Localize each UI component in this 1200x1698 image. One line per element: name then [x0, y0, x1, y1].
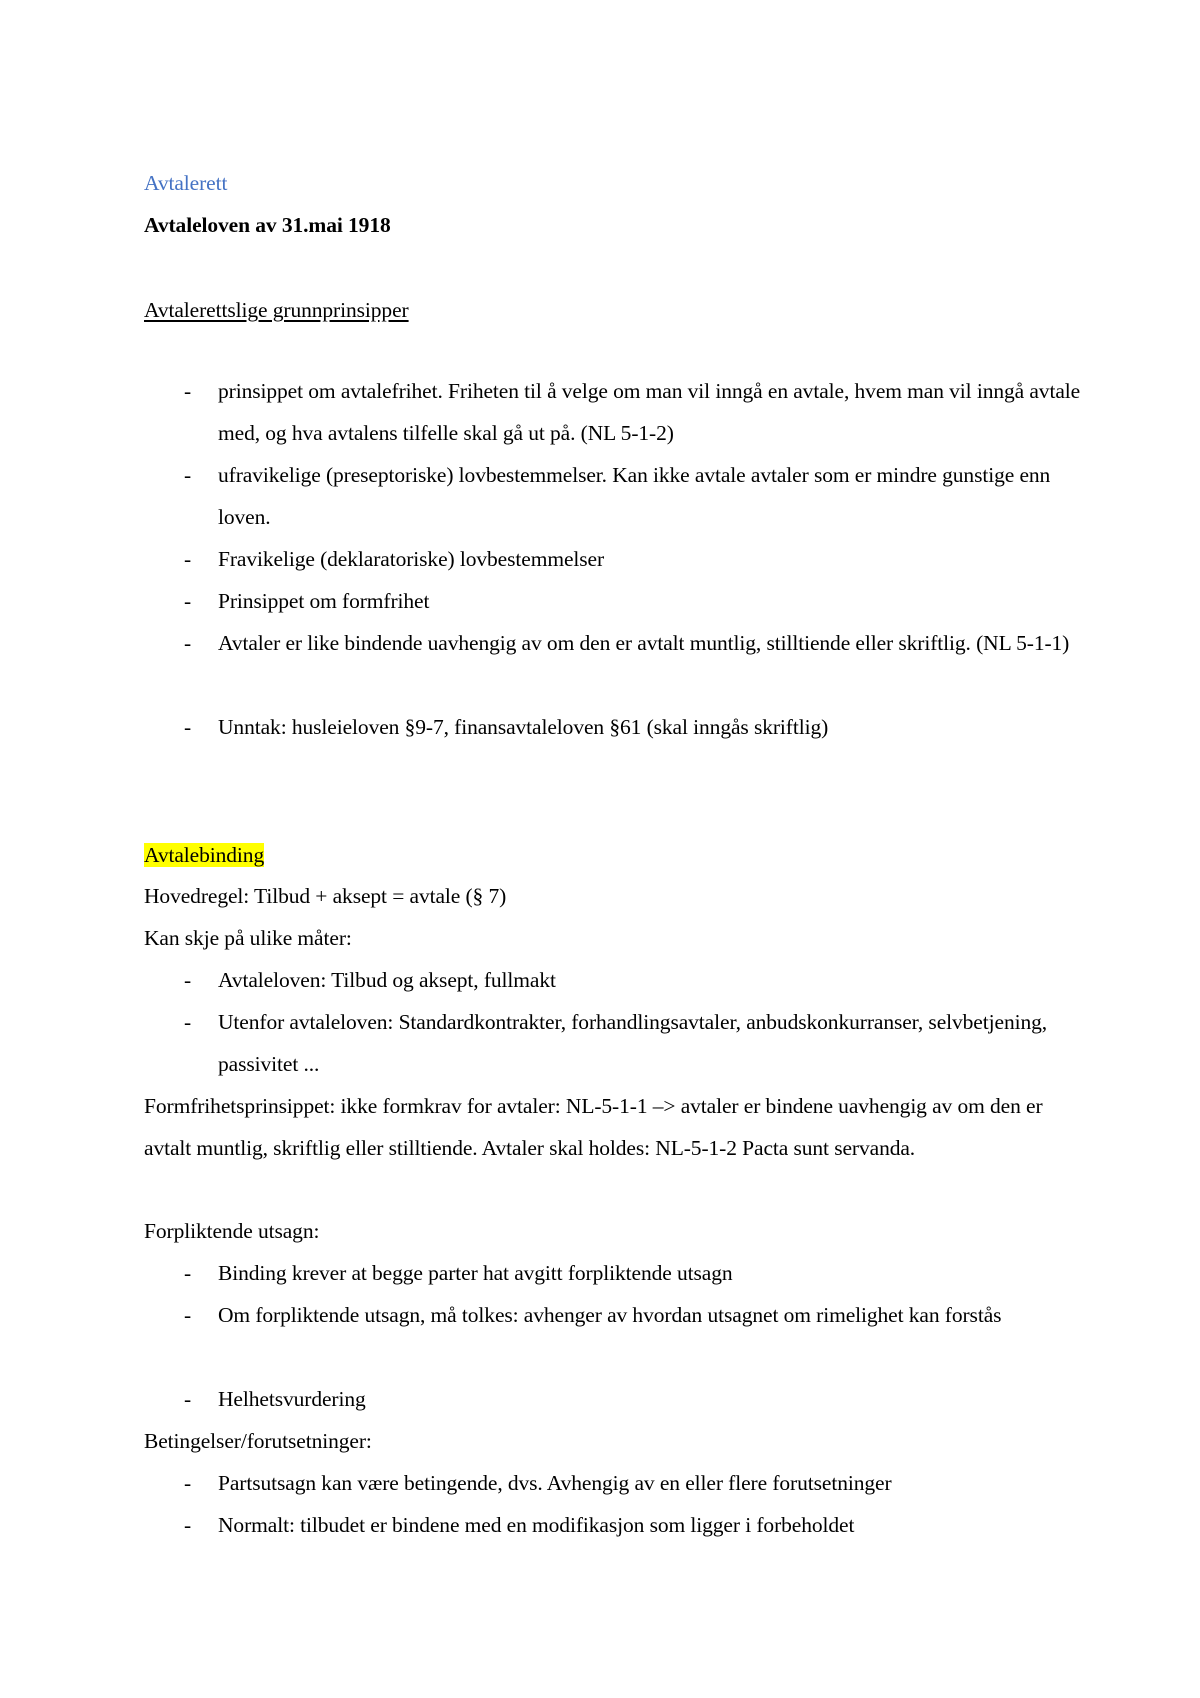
bullet-dash: -: [184, 379, 192, 403]
bullet-dash: -: [184, 968, 192, 992]
bullet-dash: -: [184, 463, 192, 487]
bullet-dash: -: [184, 1471, 192, 1495]
bullet-dash: -: [184, 1261, 192, 1285]
highlighted-heading: Avtalebinding: [144, 843, 265, 867]
bullet-dash: -: [184, 1387, 192, 1411]
list-item-text: Avtaler er like bindende uavhengig av om den er avtalt muntlig, stilltiende eller skriftlig. (NL 5-1-1): [218, 631, 1070, 655]
list-item-text: Unntak: husleieloven §9-7, finansavtaleloven §61 (skal inngås skriftlig): [218, 715, 829, 739]
bullet-dash: -: [184, 1010, 192, 1034]
document-subtitle: Avtaleloven av 31.mai 1918: [144, 213, 391, 237]
list-item-text: Prinsippet om formfrihet: [218, 589, 430, 613]
section-heading-grunnprinsipper: Avtalerettslige grunnprinsipper: [144, 298, 409, 322]
list-item-text: prinsippet om avtalefrihet. Friheten til å velge om man vil inngå en avtale, hvem man vil inngå avtale med, og hva avtalens tilfelle skal gå ut på. (NL 5-1-2): [218, 379, 1081, 445]
list-item-text: Partsutsagn kan være betingende, dvs. Avhengig av en eller flere forutsetninger: [218, 1471, 892, 1495]
list-item-text: Utenfor avtaleloven: Standardkontrakter, forhandlingsavtaler, anbudskonkurranser, selvbetjening, passivitet ...: [218, 1010, 1048, 1076]
document-title: Avtalerett: [144, 171, 228, 195]
bullet-dash: -: [184, 715, 192, 739]
bullet-dash: -: [184, 547, 192, 571]
bullet-dash: -: [184, 1303, 192, 1327]
bullet-dash: -: [184, 1513, 192, 1537]
section-heading-avtalebinding: [144, 840, 264, 870]
bullet-dash: -: [184, 589, 192, 613]
list-item-text: Binding krever at begge parter hat avgitt forpliktende utsagn: [218, 1261, 733, 1285]
list-item-text: Om forpliktende utsagn, må tolkes: avhenger av hvordan utsagnet om rimelighet kan forstås: [218, 1303, 1002, 1327]
list-item-text: Fravikelige (deklaratoriske) lovbestemmelser: [218, 547, 605, 571]
form-freedom-text: Formfrihetsprinsippet: ikke formkrav for avtaler: NL-5-1-1 –> avtaler er bindene uavhengig av om den er avtalt muntlig, skriftlig eller stilltiende. Avtaler skal holdes: NL-5-1-2 Pacta sunt servanda.: [144, 1094, 1043, 1160]
binding-intro-text: Forpliktende utsagn:: [144, 1219, 320, 1243]
main-rule-text: Hovedregel: Tilbud + aksept = avtale (§ 7): [144, 884, 507, 908]
ways-intro-text: Kan skje på ulike måter:: [144, 926, 352, 950]
list-item-text: Helhetsvurdering: [218, 1387, 366, 1411]
bullet-dash: -: [184, 631, 192, 655]
list-item-text: Normalt: tilbudet er bindene med en modifikasjon som ligger i forbeholdet: [218, 1513, 855, 1537]
list-item-text: ufravikelige (preseptoriske) lovbestemmelser. Kan ikke avtale avtaler som er mindre gunstige enn loven.: [218, 463, 1051, 529]
conditions-intro-text: Betingelser/forutsetninger:: [144, 1429, 372, 1453]
list-item-text: Avtaleloven: Tilbud og aksept, fullmakt: [218, 968, 556, 992]
